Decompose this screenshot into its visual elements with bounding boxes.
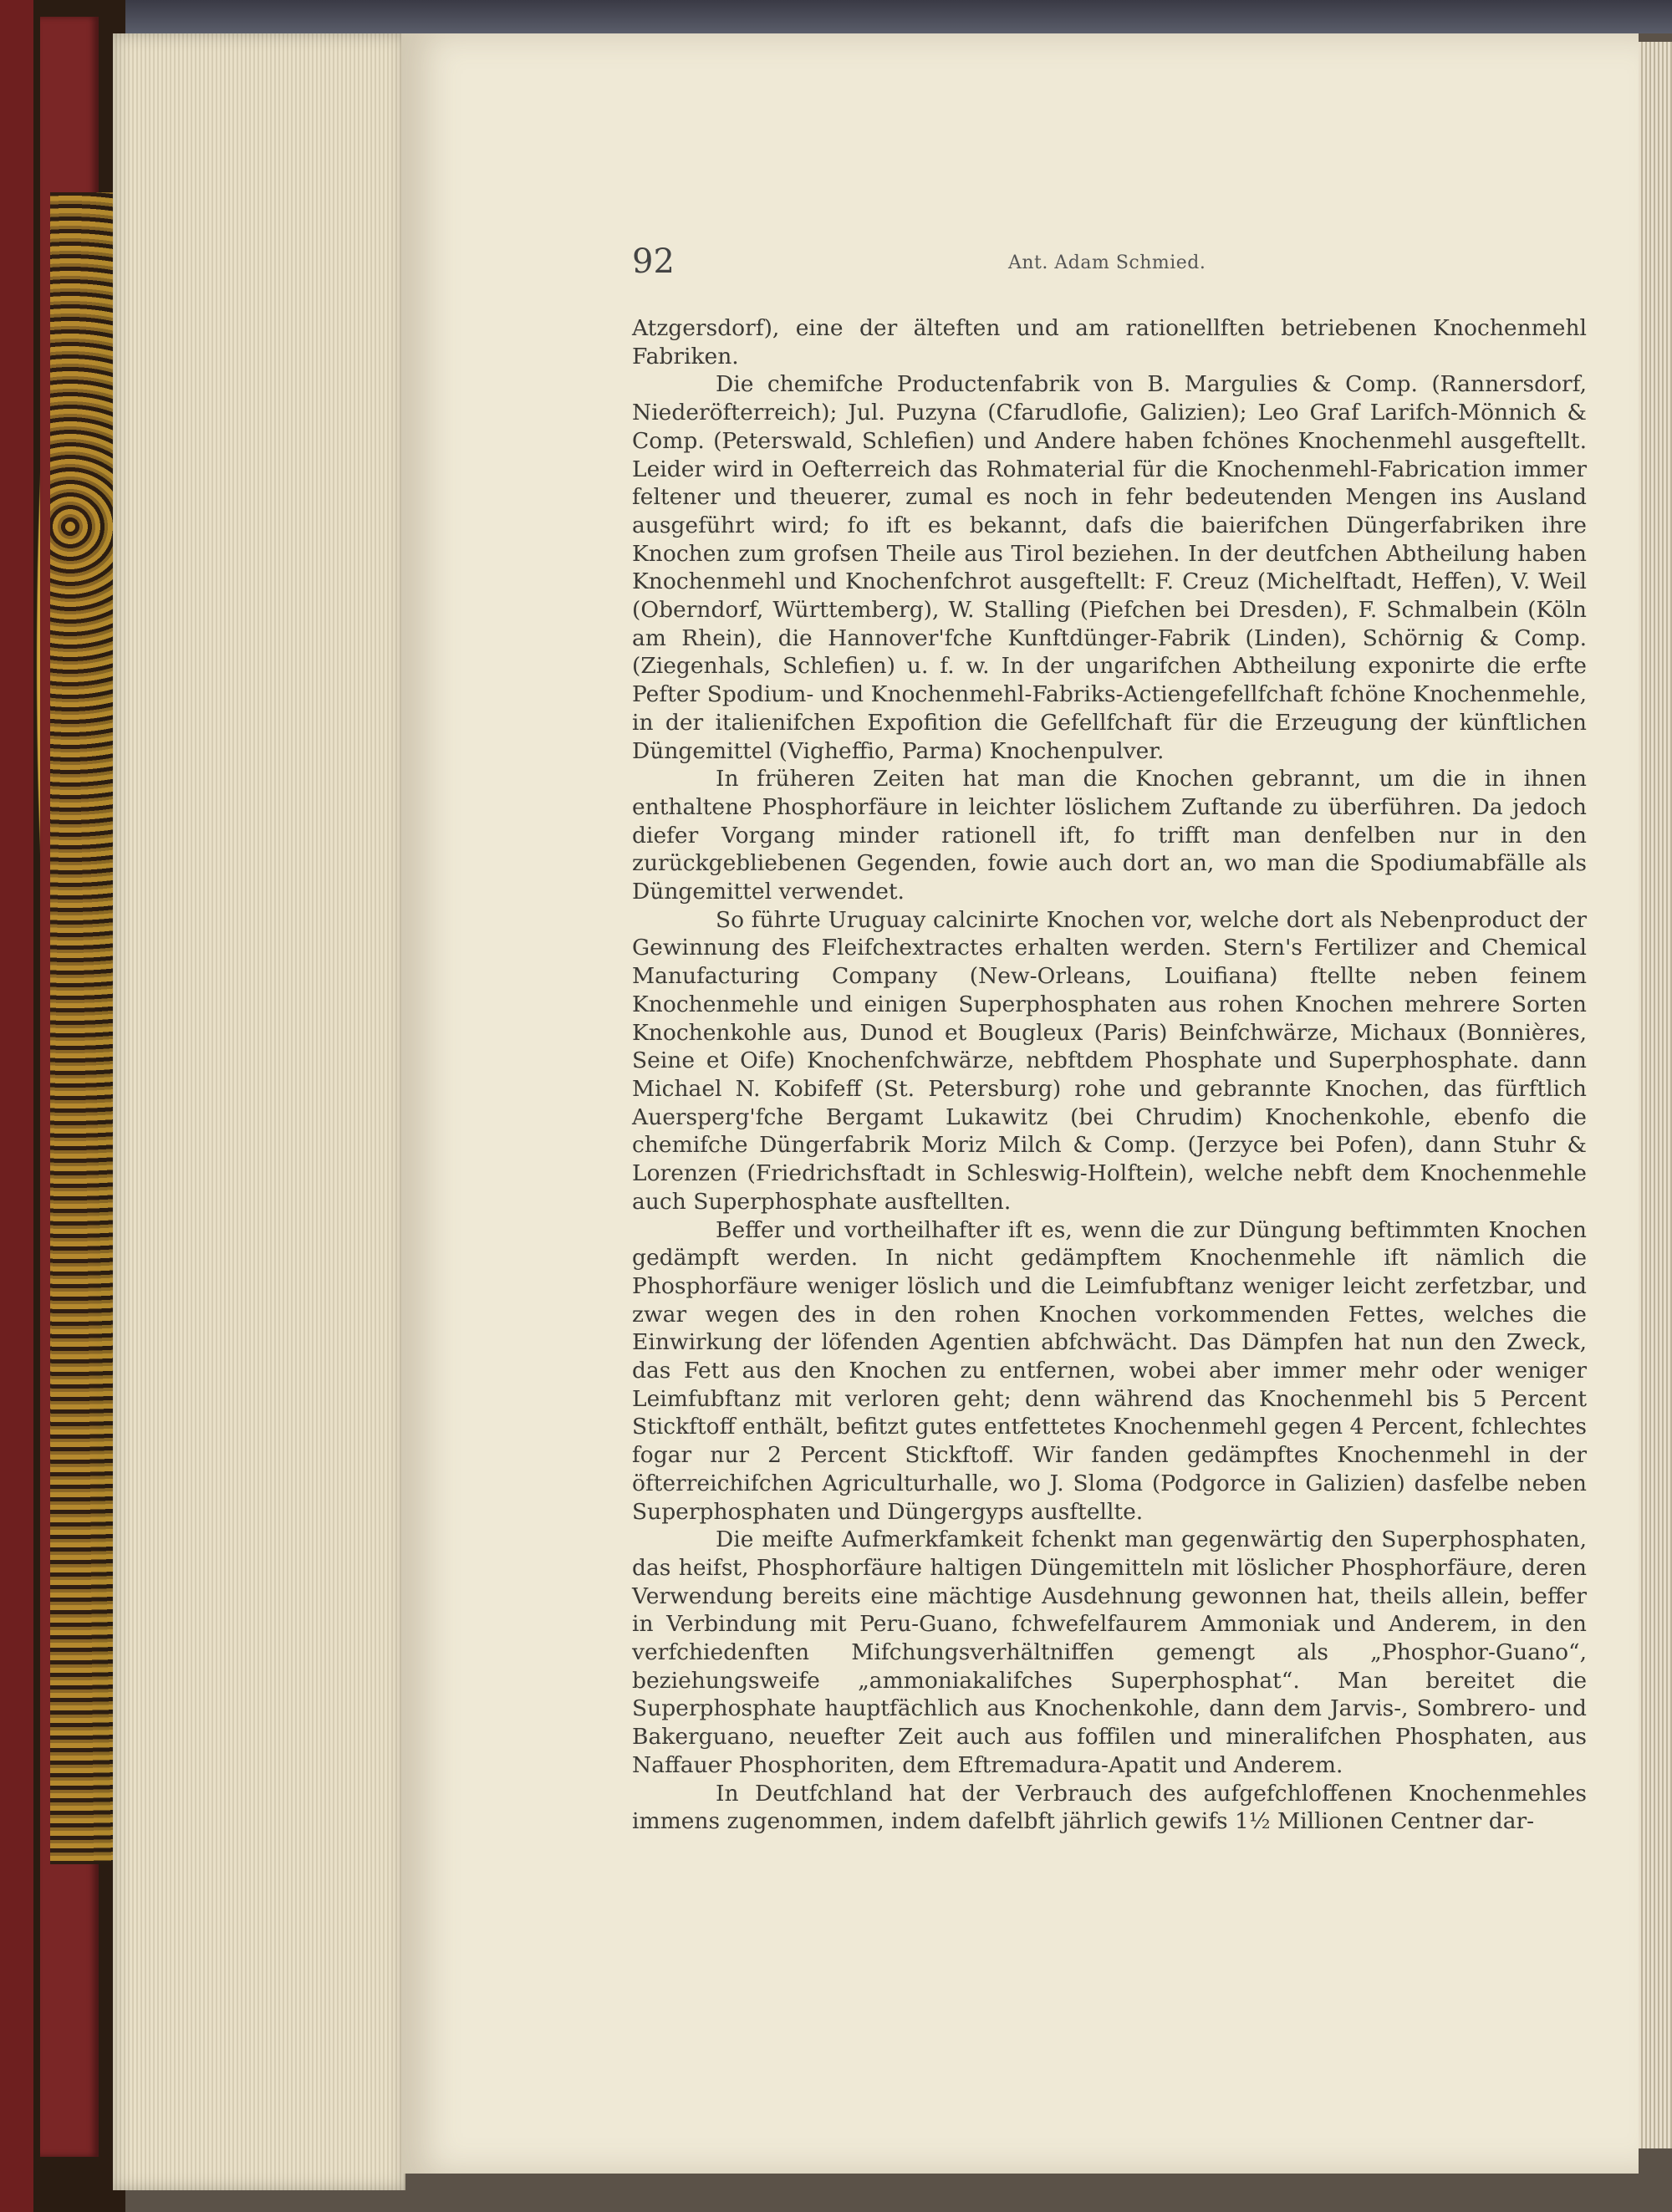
paragraph: In Deutfchland hat der Verbrauch des aufgefchloffenen Knochenmehles immens zugenommen, indem dafelbft jährlich gewifs 1½ Millionen Centner dar- — [632, 1780, 1587, 1835]
running-head: Ant. Adam Schmied. — [1008, 252, 1206, 273]
paragraph: In früheren Zeiten hat man die Knochen gebrannt, um die in ihnen enthaltene Phosphorfäure in leichter löslichem Zuftande zu überführen. Da jedoch diefer Vorgang minder rationell ift, fo trifft man denfelben nur in den zurückgebliebenen Gegenden, fowie auch dort an, wo man die Spodiumabfälle als Düngemittel verwendet. — [632, 766, 1587, 905]
paragraph: Die chemifche Productenfabrik von B. Margulies & Comp. (Rannersdorf, Niederöfterreich); Jul. Puzyna (Cfarudlofie, Galizien); Leo Graf Larifch-Mönnich & Comp. (Peterswald, Schlefien) und Andere haben fchönes Knochenmehl ausgeftellt. Leider wird in Oefterreich das Rohmaterial für die Knochenmehl-Fabrication immer feltener und theuerer, zumal es noch in fehr bedeutenden Mengen ins Ausland ausgeführt wird; fo ift es bekannt, dafs die baierifchen Düngerfabriken ihre Knochen zum grofsen Theile aus Tirol beziehen. In der deutfchen Abtheilung haben Knochenmehl und Knochenfchrot ausgeftellt: F. Creuz (Michelftadt, Heffen), V. Weil (Oberndorf, Württemberg), W. Stalling (Piefchen bei Dresden), F. Schmalbein (Köln am Rhein), die Hannover'fche Kunftdünger-Fabrik (Linden), Schörnig & Comp. (Ziegenhals, Schlefien) u. f. w. In der ungarifchen Abtheilung exponirte die erfte Pefter Spodium- und Knochenmehl-Fabriks-Actiengefellfchaft fchöne Knochenmehle, in der italienifchen Expofition die Gefellfchaft für die Erzeugung der künftlichen Düngemittel (Vigheffio, Parma) Knochenpulver. — [632, 371, 1587, 764]
book-top-edge — [109, 0, 1672, 33]
paragraph: Die meifte Aufmerkfamkeit fchenkt man gegenwärtig den Superphosphaten, das heifst, Phosphorfäure haltigen Düngemitteln mit löslicher Phosphorfäure, deren Verwendung bereits eine mächtige Ausdehnung gewonnen hat, theils allein, beffer in Verbindung mit Peru-Guano, fchwefelfaurem Ammoniak und Anderem, in den verfchiedenften Mifchungsverhältniffen gemengt als „Phosphor-Guano“, beziehungsweife „ammoniakalifches Superphosphat“. Man bereitet die Superphosphate hauptfächlich aus Knochenkohle, dann dem Jarvis-, Sombrero- und Bakerguano, neuefter Zeit auch aus foffilen und mineralifchen Phosphaten, aus Naffauer Phosphoriten, dem Eftremadura-Apatit und Anderem. — [632, 1526, 1587, 1778]
page-header — [632, 242, 1585, 293]
book-cover — [0, 0, 125, 2212]
marbled-board — [50, 192, 117, 1864]
page-number: 92 — [632, 242, 675, 281]
paragraph: So führte Uruguay calcinirte Knochen vor, welche dort als Nebenproduct der Gewinnung des Fleifchextractes erhalten werden. Stern's Fertilizer and Chemical Manufacturing Company (New-Orleans, Louifiana) ftellte neben feinem Knochenmehle und einigen Superphosphaten aus rohen Knochen mehrere Sorten Knochenkohle aus, Dunod et Bougleux (Paris) Beinfchwärze, Michaux (Bonnières, Seine et Oife) Knochenfchwärze, nebftdem Phosphate und Superphosphate. dann Michael N. Kobifeff (St. Petersburg) rohe und gebrannte Knochen, das fürftlich Auersperg'fche Bergamt Lukawitz (bei Chrudim) Knochenkohle, ebenfo die chemifche Düngerfabrik Moriz Milch & Comp. (Jerzyce bei Pofen), dann Stuhr & Lorenzen (Friedrichsftadt in Schleswig-Holftein), welche nebft dem Knochenmehle auch Superphosphate ausftellten. — [632, 906, 1587, 1215]
body-text — [632, 314, 1587, 1836]
paragraph: Atzgersdorf), eine der älteften und am rationellften betriebenen Knochenmehl Fabriken. — [632, 315, 1587, 370]
paragraph: Beffer und vortheilhafter ift es, wenn die zur Düngung beftimmten Knochen gedämpft werden. In nicht gedämpftem Knochenmehle ift nämlich die Phosphorfäure weniger löslich und die Leimfubftanz weniger leicht zerfetzbar, und zwar wegen des in den rohen Knochen vorkommenden Fettes, welches die Einwirkung der löfenden Agentien abfchwächt. Das Dämpfen hat nun den Zweck, das Fett aus den Knochen zu entfernen, wobei aber immer mehr oder weniger Leimfubftanz mit verloren geht; denn während das Knochenmehl bis 5 Percent Stickftoff enthält, befitzt gutes entfettetes Knochenmehl gegen 4 Percent, fchlechtes fogar nur 2 Percent Stickftoff. Wir fanden gedämpftes Knochenmehl in der öfterreichifchen Agriculturhalle, wo J. Sloma (Podgorce in Galizien) dasfelbe neben Superphosphaten und Düngergyps ausftellte. — [632, 1216, 1587, 1525]
page-block-edge — [113, 33, 405, 2190]
